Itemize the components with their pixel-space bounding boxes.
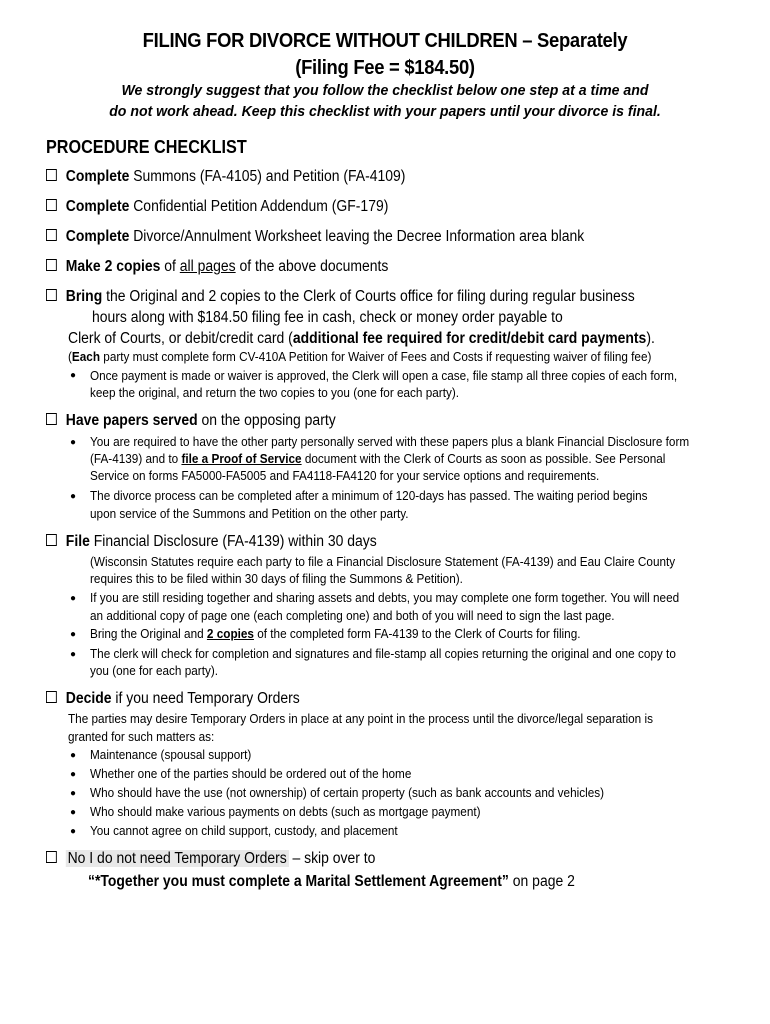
checkbox[interactable]	[46, 169, 57, 181]
bullet-service-line-3: Service on forms FA5000-FA5005 and FA4118-FA4120 for your service options and requirements.	[90, 469, 600, 483]
temp-order-item: Maintenance (spousal support)	[90, 748, 252, 762]
bullet-icon: ●	[70, 370, 77, 381]
title-line-1: FILING FOR DIVORCE WITHOUT CHILDREN – Separately	[142, 30, 628, 52]
temp-orders-note-line-2: granted for such matters as:	[68, 730, 215, 744]
bullet-clerk-check-line-1: The clerk will check for completion and signatures and file-stamp all copies returning the original and one copy to	[90, 647, 676, 661]
bullet-waiting-line-2: upon service of the Summons and Petition on the other party.	[90, 507, 409, 521]
checkbox[interactable]	[46, 534, 57, 546]
step-file-financial-disclosure: File Financial Disclosure (FA-4139) within 30 days	[46, 533, 377, 551]
fee-waiver-note: (Each party must complete form CV-410A Petition for Waiver of Fees and Costs if requesting waiver of filing fee)	[68, 350, 652, 364]
bullet-icon: ●	[70, 437, 77, 448]
bullet-bring-copies: Bring the Original and 2 copies of the completed form FA-4139 to the Clerk of Courts for filing.	[90, 627, 581, 641]
bullet-icon: ●	[70, 826, 77, 837]
bullet-payment-line-1: Once payment is made or waiver is approved, the Clerk will open a case, file stamp all three copies of each form,	[90, 369, 678, 383]
step-make-copies: Make 2 copies of all pages of the above documents	[46, 258, 388, 276]
bullet-icon: ●	[70, 593, 77, 604]
procedure-checklist-heading: PROCEDURE CHECKLIST	[46, 137, 247, 157]
title-line-2: (Filing Fee = $184.50)	[295, 57, 475, 79]
bullet-icon: ●	[70, 788, 77, 799]
checkbox[interactable]	[46, 229, 57, 241]
checkbox[interactable]	[46, 289, 57, 301]
statute-note-line-2: requires this to be filed within 30 days of filing the Summons & Petition).	[90, 572, 463, 586]
temp-order-item: You cannot agree on child support, custody, and placement	[90, 824, 398, 838]
step-no-temporary-orders: No I do not need Temporary Orders – skip over to	[46, 850, 375, 868]
bullet-icon: ●	[70, 807, 77, 818]
subtitle-line-2: do not work ahead. Keep this checklist with your papers until your divorce is final.	[109, 103, 661, 120]
temp-order-item: Who should have the use (not ownership) of certain property (such as bank accounts and vehicles)	[90, 786, 605, 800]
step-complete-addendum: Complete Confidential Petition Addendum (GF-179)	[46, 198, 388, 216]
checkbox[interactable]	[46, 413, 57, 425]
bullet-icon: ●	[70, 629, 77, 640]
checkbox[interactable]	[46, 259, 57, 271]
checkbox[interactable]	[46, 199, 57, 211]
temp-order-item: Who should make various payments on debts (such as mortgage payment)	[90, 805, 481, 819]
step-have-papers-served: Have papers served on the opposing party	[46, 412, 336, 430]
bullet-icon: ●	[70, 750, 77, 761]
step-complete-worksheet: Complete Divorce/Annulment Worksheet leaving the Decree Information area blank	[46, 228, 584, 246]
bullet-icon: ●	[70, 769, 77, 780]
bullet-service-line-2: (FA-4139) and to file a Proof of Service document with the Clerk of Courts as soon as possible. See Personal	[90, 452, 666, 466]
step-complete-summons: Complete Summons (FA-4105) and Petition (FA-4109)	[46, 168, 405, 186]
temp-order-item: Whether one of the parties should be ordered out of the home	[90, 767, 412, 781]
bullet-payment-line-2: keep the original, and return the two copies to you (one for each party).	[90, 386, 460, 400]
bullet-waiting-line-1: The divorce process can be completed after a minimum of 120-days has passed. The waiting period begins	[90, 489, 648, 503]
statute-note-line-1: (Wisconsin Statutes require each party to file a Financial Disclosure Statement (FA-4139) and Eau Claire County	[90, 555, 676, 569]
subtitle-line-1: We strongly suggest that you follow the checklist below one step at a time and	[121, 82, 649, 99]
temp-orders-note-line-1: The parties may desire Temporary Orders in place at any point in the process until the divorce/legal separation is	[68, 712, 653, 726]
bullet-icon: ●	[70, 491, 77, 502]
bullet-service-line-1: You are required to have the other party personally served with these papers plus a blank Financial Disclosure form	[90, 435, 690, 449]
step-bring-line-2: hours along with $184.50 filing fee in cash, check or money order payable to	[92, 309, 563, 326]
step-bring-line-3: Clerk of Courts, or debit/credit card (additional fee required for credit/debit card payments).	[68, 330, 655, 347]
bullet-icon: ●	[70, 649, 77, 660]
step-bring-original: Bring the Original and 2 copies to the Clerk of Courts office for filing during regular business	[46, 288, 635, 306]
step-decide-temporary-orders: Decide if you need Temporary Orders	[46, 690, 300, 708]
checkbox[interactable]	[46, 691, 57, 703]
bullet-clerk-check-line-2: you (one for each party).	[90, 664, 219, 678]
highlighted-option: No I do not need Temporary Orders	[67, 850, 287, 867]
bullet-together-line-1: If you are still residing together and sharing assets and debts, you may complete one form together. You will need	[90, 591, 680, 605]
bullet-together-line-2: an additional copy of page one (each completing one) and both of you will need to sign the last page.	[90, 609, 615, 623]
checkbox[interactable]	[46, 851, 57, 863]
marital-settlement-reference: “*Together you must complete a Marital Settlement Agreement” on page 2	[88, 873, 575, 890]
